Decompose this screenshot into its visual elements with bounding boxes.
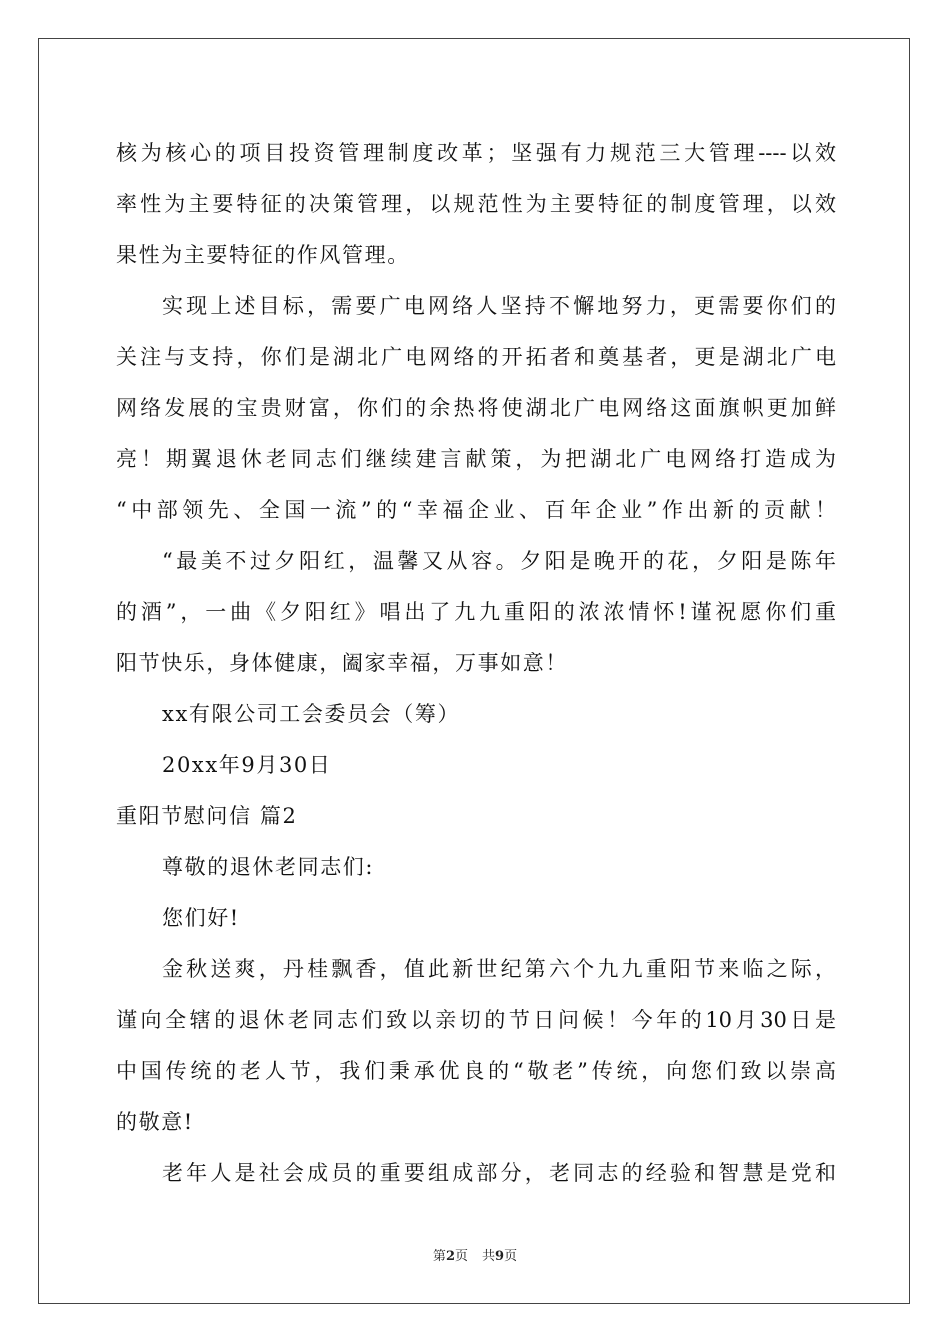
paragraph-line: 谨向全辖的退休老同志们致以亲切的节日问候！今年的10月30日是 — [116, 1008, 836, 1032]
paragraph-line: 率性为主要特征的决策管理，以规范性为主要特征的制度管理，以效 — [116, 192, 836, 216]
total-pages: 9 — [495, 1249, 505, 1264]
paragraph-line: 的酒”，一曲《夕阳红》唱出了九九重阳的浓浓情怀!谨祝愿你们重 — [116, 600, 836, 624]
paragraph-line: 实现上述目标，需要广电网络人坚持不懈地努力，更需要你们的 — [162, 294, 836, 318]
page-suffix: 页 — [454, 1249, 468, 1264]
page-number: 2 — [445, 1249, 455, 1264]
paragraph-line: “中部领先、全国一流”的“幸福企业、百年企业”作出新的贡献！ — [116, 498, 836, 522]
salutation: 尊敬的退休老同志们: — [162, 855, 375, 879]
page-prefix: 第 — [432, 1249, 446, 1264]
total-suffix: 页 — [504, 1249, 518, 1264]
paragraph-line: 核为核心的项目投资管理制度改革；坚强有力规范三大管理----以效 — [116, 141, 836, 165]
paragraph-line: 金秋送爽，丹桂飘香，值此新世纪第六个九九重阳节来临之际， — [162, 957, 836, 981]
paragraph-line: 中国传统的老人节，我们秉承优良的“敬老”传统，向您们致以崇高 — [116, 1059, 836, 1083]
total-prefix: 共 — [482, 1249, 496, 1264]
paragraph-line: 老年人是社会成员的重要组成部分，老同志的经验和智慧是党和 — [162, 1161, 836, 1185]
signature-organization: xx有限公司工会委员会（筹） — [162, 702, 461, 726]
paragraph-line: 阳节快乐，身体健康，阖家幸福，万事如意！ — [116, 651, 568, 675]
paragraph-line: 关注与支持，你们是湖北广电网络的开拓者和奠基者，更是湖北广电 — [116, 345, 836, 369]
paragraph-line: 网络发展的宝贵财富，你们的余热将使湖北广电网络这面旗帜更加鲜 — [116, 396, 836, 420]
paragraph-line: 的敬意! — [116, 1110, 194, 1134]
document-body — [116, 128, 836, 1199]
signature-date: 20xx年9月30日 — [162, 753, 332, 777]
section-heading: 重阳节慰问信 篇2 — [116, 804, 298, 828]
paragraph-line: 亮！期翼退休老同志们继续建言献策，为把湖北广电网络打造成为 — [116, 447, 836, 471]
page-footer — [0, 1245, 950, 1264]
paragraph-line: 果性为主要特征的作风管理。 — [116, 243, 410, 267]
greeting: 您们好! — [162, 906, 240, 930]
paragraph-line: “最美不过夕阳红，温馨又从容。夕阳是晚开的花，夕阳是陈年 — [162, 549, 836, 573]
